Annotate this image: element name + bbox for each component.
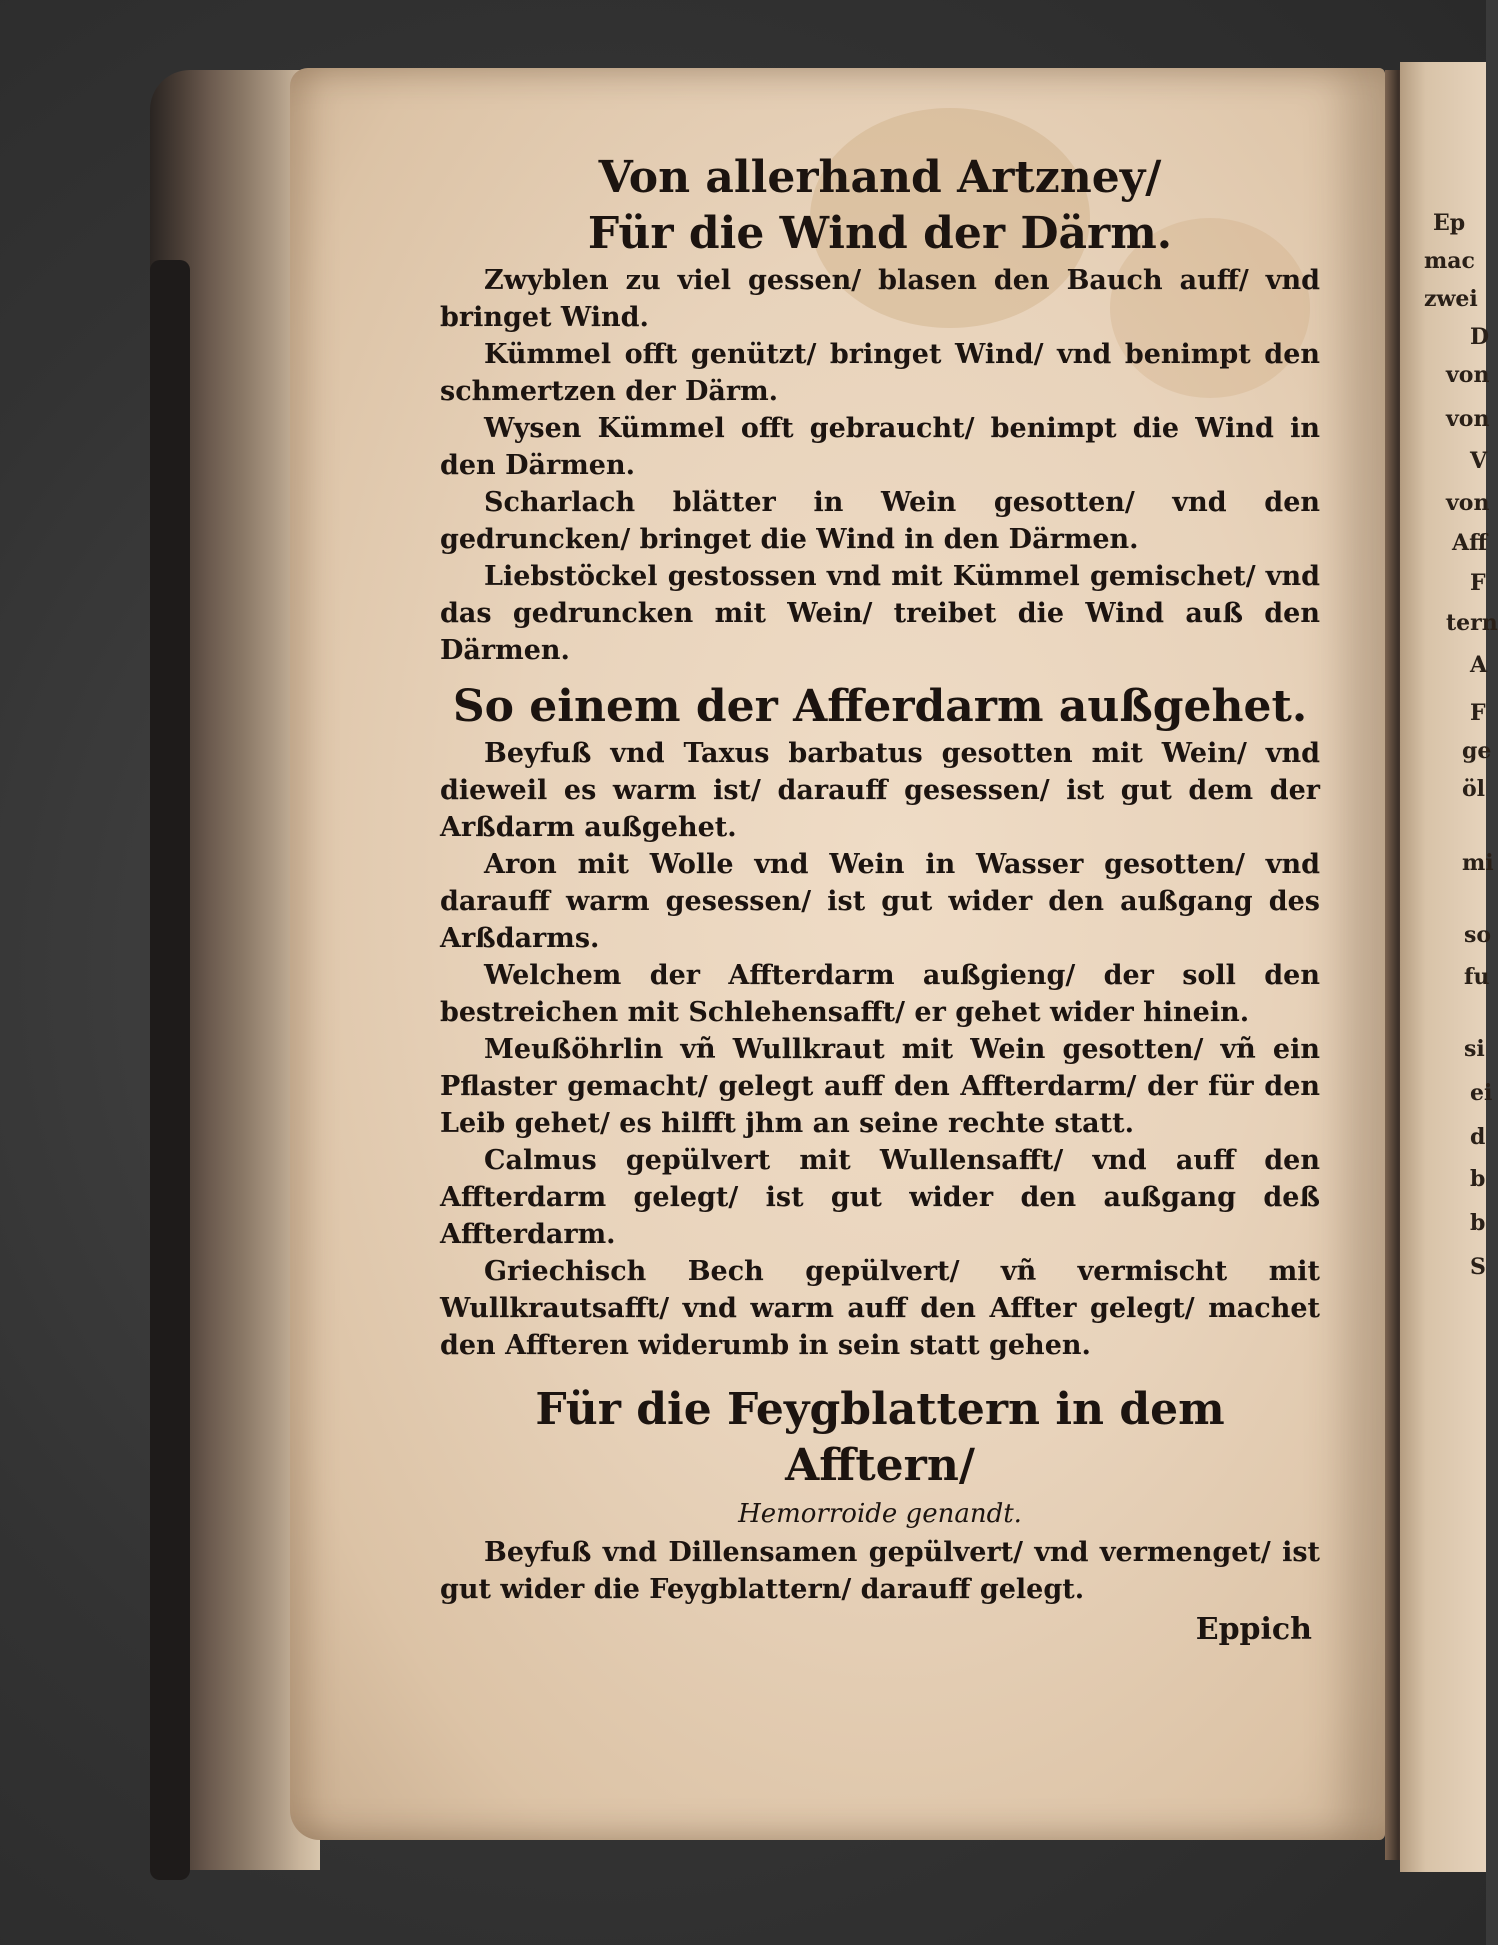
page-heading: Von allerhand Artzney/ bbox=[598, 152, 1162, 203]
page-text bbox=[440, 150, 1320, 1652]
section-wind bbox=[440, 262, 1320, 669]
facing-fragment: von bbox=[1446, 490, 1490, 516]
section-feygblattern bbox=[440, 1534, 1320, 1608]
facing-fragment: ei bbox=[1470, 1080, 1493, 1106]
recipe-paragraph: Liebstöckel gestossen vnd mit Kümmel gemischet/ vnd das gedruncken mit Wein/ treibet die Wind auß den Därmen. bbox=[440, 561, 1320, 666]
section-heading-afterdarm: So einem der Afferdarm außgehet. bbox=[452, 681, 1308, 732]
recipe-paragraph: Beyfuß vnd Taxus barbatus gesotten mit Wein/ vnd dieweil es warm ist/ darauff gesessen/ ist gut dem der Arßdarm außgehet. bbox=[440, 738, 1320, 843]
facing-fragment: Aff bbox=[1452, 530, 1488, 556]
facing-fragment: F bbox=[1470, 570, 1486, 596]
book-cover-edge bbox=[150, 260, 190, 1880]
section-heading-feygblattern: Für die Feygblattern in dem Afftern/ bbox=[535, 1384, 1225, 1491]
facing-fragment: b bbox=[1470, 1210, 1486, 1236]
recipe-paragraph: Beyfuß vnd Dillensamen gepülvert/ vnd vermenget/ ist gut wider die Feygblattern/ darauff gelegt. bbox=[440, 1537, 1320, 1605]
facing-fragment: b bbox=[1470, 1166, 1486, 1192]
facing-fragment: mac bbox=[1424, 248, 1475, 274]
recipe-paragraph: Welchem der Affterdarm außgieng/ der soll den bestreichen mit Schlehensafft/ er gehet wider hinein. bbox=[440, 960, 1320, 1028]
facing-fragment: öl bbox=[1462, 776, 1486, 802]
recipe-paragraph: Wysen Kümmel offt gebraucht/ benimpt die Wind in den Därmen. bbox=[440, 413, 1320, 481]
recipe-paragraph: Griechisch Bech gepülvert/ vñ vermischt mit Wullkrautsafft/ vnd warm auff den Affter gelegt/ machet den Affteren widerumb in sein statt gehen. bbox=[440, 1256, 1320, 1361]
facing-fragment: so bbox=[1464, 922, 1492, 948]
facing-fragment: von bbox=[1446, 362, 1490, 388]
facing-fragment: zwei bbox=[1424, 286, 1478, 312]
facing-fragment: A bbox=[1470, 652, 1488, 678]
section-afterdarm bbox=[440, 735, 1320, 1364]
recipe-paragraph: Aron mit Wolle vnd Wein in Wasser gesotten/ vnd darauff warm gesessen/ ist gut wider den außgang des Arßdarms. bbox=[440, 849, 1320, 954]
section-heading-wind: Für die Wind der Därm. bbox=[587, 208, 1173, 259]
section-subheading: Hemorroide genandt. bbox=[738, 1499, 1022, 1529]
facing-fragment: Ep bbox=[1433, 210, 1466, 236]
facing-fragment: mi bbox=[1462, 850, 1494, 876]
facing-fragment: si bbox=[1464, 1036, 1485, 1062]
recipe-paragraph: Scharlach blätter in Wein gesotten/ vnd den gedruncken/ bringet die Wind in den Därmen. bbox=[440, 487, 1320, 555]
catchword: Eppich bbox=[1195, 1612, 1312, 1647]
facing-fragment: D bbox=[1470, 324, 1490, 350]
recipe-paragraph: Calmus gepülvert mit Wullensafft/ vnd auff den Affterdarm gelegt/ ist gut wider den außgang deß Affterdarm. bbox=[440, 1145, 1320, 1250]
facing-fragment: d bbox=[1470, 1124, 1486, 1150]
facing-fragment: von bbox=[1446, 406, 1490, 432]
facing-fragment: F bbox=[1470, 700, 1486, 726]
recipe-paragraph: Zwyblen zu viel gessen/ blasen den Bauch auff/ vnd bringet Wind. bbox=[440, 265, 1320, 333]
facing-fragment: fu bbox=[1464, 964, 1490, 990]
recipe-paragraph: Kümmel offt genützt/ bringet Wind/ vnd benimpt den schmertzen der Därm. bbox=[440, 339, 1320, 407]
recipe-paragraph: Meußöhrlin vñ Wullkraut mit Wein gesotten/ vñ ein Pflaster gemacht/ gelegt auff den Affterdarm/ der für den Leib gehet/ es hilfft jhm an seine rechte statt. bbox=[440, 1034, 1320, 1139]
facing-fragment: V bbox=[1470, 448, 1488, 474]
facing-fragment: S bbox=[1470, 1254, 1486, 1280]
facing-fragment: tern bbox=[1446, 610, 1498, 636]
facing-fragment: ge bbox=[1462, 738, 1492, 764]
